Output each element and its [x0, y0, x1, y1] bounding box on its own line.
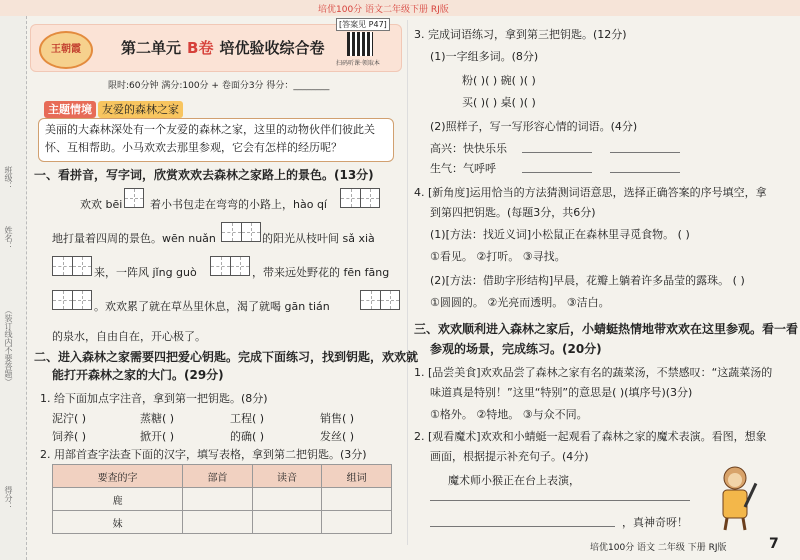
answer-grid[interactable]: [52, 256, 92, 276]
s1-line1b: 着小书包走在弯弯的小路上，hào qí: [150, 198, 327, 211]
s1-line5: 的泉水，自由自在，开心极了。: [52, 330, 206, 343]
s1-line2b: 的阳光从枝叶间 sǎ xià: [262, 232, 375, 245]
s4-q1: 1. [品尝美食]欢欢品尝了森林之家有名的蔬菜汤，不禁感叹：“这蔬菜汤的: [414, 366, 773, 379]
s2-q1-word-4: 销售( ): [320, 412, 355, 425]
column-divider: [407, 20, 408, 545]
class-label: 班级：: [4, 166, 13, 190]
section-2-title: 二、进入森林之家需要四把爱心钥匙。完成下面练习，找到钥匙，欢欢就: [34, 350, 419, 364]
table-header: 部首: [183, 465, 253, 488]
radical-lookup-table: [52, 464, 392, 534]
s2-q1-word-7: 的确( ): [230, 430, 265, 443]
s1-line3b: ，带来远处野花的 fēn fāng: [252, 266, 390, 279]
s3-q4: 4. [新角度]运用恰当的方法猜测词语意思，选择正确答案的序号填空，拿: [414, 186, 767, 199]
s3-p1: (1)一字组多词。(8分): [430, 50, 539, 63]
s3-q4-sub2: (2)[方法：借助字形结构]早晨，花瓣上躺着许多晶莹的露珠。 ( ): [430, 274, 745, 287]
s1-line4a: 。欢欢累了就在草丛里休息，渴了就喝 gān tián: [94, 300, 330, 313]
answer-grid[interactable]: [340, 188, 380, 208]
s4-q2-end: ，真神奇呀！: [622, 516, 688, 529]
theme-banner: 主题情境 友爱的森林之家: [44, 101, 183, 117]
answer-line[interactable]: [430, 500, 690, 501]
s3-example-2: 生气：气呼呼: [430, 162, 496, 175]
answer-grid[interactable]: [210, 256, 250, 276]
s3-q4-cont: 到第四把钥匙。(每题3分，共6分): [430, 206, 596, 219]
score-label: 得分：: [4, 486, 13, 510]
s2-q1-word-2: 蒸糖( ): [140, 412, 175, 425]
answer-grid[interactable]: [360, 290, 400, 310]
s3-example-1: 高兴：快快乐乐: [430, 142, 507, 155]
book-tag: 培优100分 语文二年级下册 RJ版: [318, 5, 449, 15]
intro-passage: 美丽的大森林深处有一个友爱的森林之家，这里的动物伙伴们彼此关怀、互相帮助。小马欢欢去那里参观，它会有怎样的经历呢？: [38, 118, 394, 162]
brand-logo: 王朝霞: [39, 31, 93, 69]
answer-grid[interactable]: [124, 188, 144, 208]
binding-note: （装订线内不要答题）: [4, 306, 13, 386]
section-3-title: 三、欢欢顺利进入森林之家后，小蜻蜓热情地带欢欢在这里参观。看一看: [414, 322, 799, 336]
answer-line[interactable]: [522, 152, 592, 153]
qr-code-icon: [347, 32, 373, 56]
qr-note: 扫码听课·领取本: [336, 60, 380, 67]
monkey-magician-illustration: [705, 462, 765, 532]
s2-q1-word-3: 工程( ): [230, 412, 265, 425]
s4-q2: 2. [观看魔术]欢欢和小蜻蜓一起观看了森林之家的魔术表演。看图，想象: [414, 430, 767, 443]
answer-line[interactable]: [522, 172, 592, 173]
page-number: 7: [769, 536, 779, 552]
test-title: 第二单元 B卷 培优验收综合卷: [121, 39, 325, 57]
table-header: 读音: [252, 465, 322, 488]
s3-q4-opts1: ①看见。 ②打听。 ③寻找。: [430, 250, 566, 263]
s1-line2a: 地打量着四周的景色。wēn nuǎn: [52, 232, 216, 245]
s4-q2-cont: 画面，根据提示补充句子。(4分): [430, 450, 589, 463]
s1-line3a: 来，一阵风 jǐng guò: [94, 266, 197, 279]
answer-reference: [答案见 P47]: [336, 18, 390, 31]
name-label: 姓名：: [4, 226, 13, 250]
answer-grid[interactable]: [221, 222, 261, 242]
s3-row1: 粉( )( ) 碗( )( ): [462, 74, 536, 87]
s3-p2: (2)照样子，写一写形容心情的词语。(4分): [430, 120, 638, 133]
table-header: 组词: [322, 465, 392, 488]
table-row: 妹: [53, 511, 392, 534]
answer-line[interactable]: [430, 526, 615, 527]
table-row: 鹿: [53, 488, 392, 511]
s2-q1-word-1: 泥泞( ): [52, 412, 87, 425]
section-1-title: 一、看拼音，写字词，欣赏欢欢去森林之家路上的景色。(13分): [34, 168, 374, 182]
s2-q1-word-8: 发丝( ): [320, 430, 355, 443]
footer-text: 培优100分 语文 二年级 下册 RJ版: [590, 543, 727, 553]
answer-line[interactable]: [610, 152, 680, 153]
s3-row2: 买( )( ) 桌( )( ): [462, 96, 536, 109]
binding-margin: [0, 16, 27, 560]
s4-q2-prompt: 魔术师小猴正在台上表演，: [448, 474, 580, 487]
s3-q4-opts2: ①圆圆的。 ②光亮而透明。 ③洁白。: [430, 296, 610, 309]
section-3-title-cont: 参观的场景，完成练习。(20分): [430, 342, 602, 356]
test-meta: 限时:60分钟 满分:100分 + 卷面分3分 得分：________: [108, 81, 330, 91]
section-2-title-cont: 能打开森林之家的大门。(29分): [52, 368, 224, 382]
answer-grid[interactable]: [52, 290, 92, 310]
s4-q1-options: ①格外。 ②特地。 ③与众不同。: [430, 408, 588, 421]
s2-q1: 1. 给下面加点字注音，拿到第一把钥匙。(8分): [40, 392, 268, 405]
answer-line[interactable]: [610, 172, 680, 173]
s2-q2: 2. 用部首查字法查下面的汉字，填写表格，拿到第二把钥匙。(3分): [40, 448, 367, 461]
table-header: 要查的字: [53, 465, 183, 488]
s2-q1-word-5: 饲养( ): [52, 430, 87, 443]
s1-line1a: 欢欢 bēi: [80, 198, 123, 211]
s4-q1-cont: 味道真是特别！”这里“特别”的意思是( )(填序号)(3分): [430, 386, 693, 399]
s2-q1-word-6: 掀开( ): [140, 430, 175, 443]
top-bar: [0, 0, 800, 16]
s3-q4-sub1: (1)[方法：找近义词]小松鼠正在森林里寻觅食物。 ( ): [430, 228, 690, 241]
s3-q3: 3. 完成词语练习，拿到第三把钥匙。(12分): [414, 28, 627, 41]
